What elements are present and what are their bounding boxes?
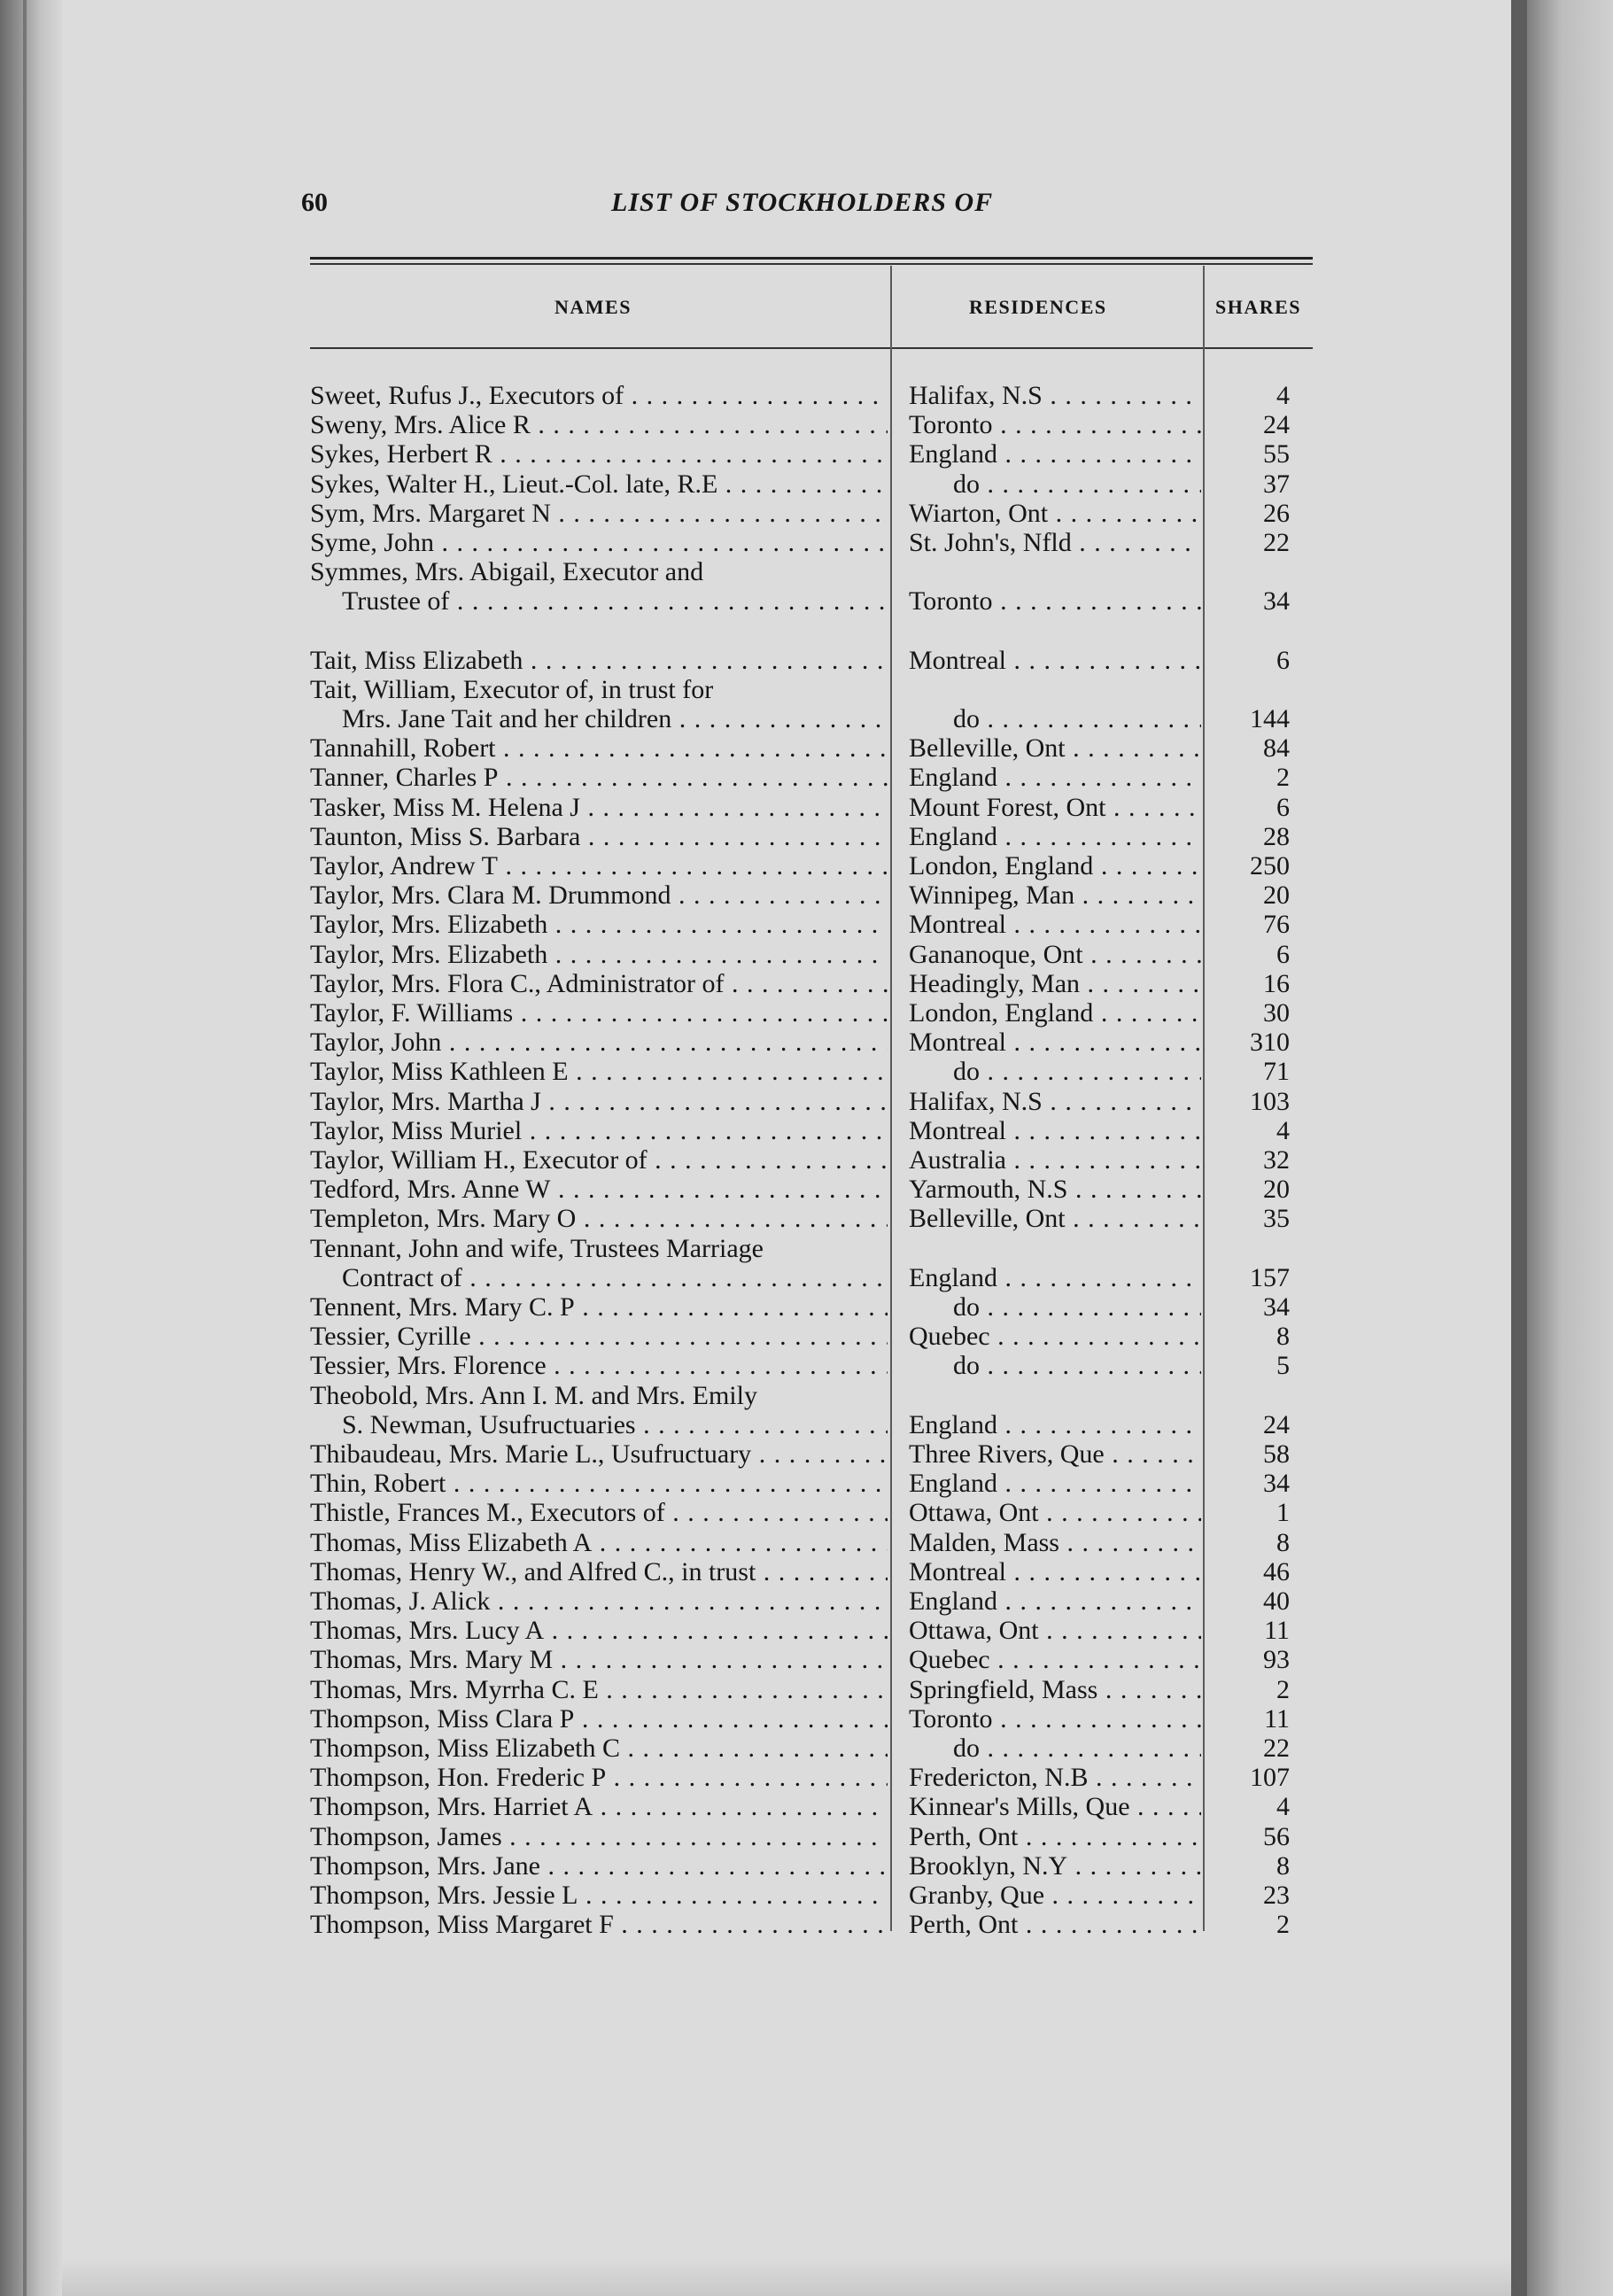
stockholder-name: Thomas, Henry W., and Alfred C., in trust . . . [310,1557,888,1586]
stockholder-residence: Ottawa, Ont . . . [909,1616,1201,1645]
stockholder-residence: Headingly, Man . . . [909,969,1201,998]
stockholder-residence: do . . . [909,1057,1201,1086]
stockholder-shares: 93 [1263,1645,1290,1674]
stockholder-name: Tessier, Mrs. Florence . . . [310,1351,888,1380]
stockholder-name: Templeton, Mrs. Mary O . . . [310,1204,888,1233]
stockholder-residence: Perth, Ont . . . [909,1822,1201,1851]
stockholder-name: Thomas, J. Alick . . . [310,1586,888,1616]
stockholder-residence: Mount Forest, Ont . . . [909,793,1201,822]
stockholder-shares: 32 [1263,1145,1290,1175]
stockholder-residence: England . . . [909,1263,1201,1292]
stockholder-shares: 40 [1263,1586,1290,1616]
stockholder-shares: 24 [1263,410,1290,439]
stockholder-name: Thomas, Mrs. Mary M . . . [310,1645,888,1674]
stockholder-name: Tennant, John and wife, Trustees Marriage [310,1234,764,1263]
stockholder-shares: 2 [1276,1675,1290,1704]
stockholder-shares: 107 [1250,1763,1290,1792]
stockholder-name: Tennent, Mrs. Mary C. P . . . [310,1292,888,1322]
stockholder-shares: 6 [1276,793,1290,822]
stockholder-residence: Montreal . . . [909,1116,1201,1145]
stockholder-name: Tait, William, Executor of, in trust for [310,675,714,704]
stockholder-residence: Wiarton, Ont . . . [909,499,1201,528]
stockholder-shares: 4 [1276,1792,1290,1821]
stockholder-shares: 4 [1276,1116,1290,1145]
page-edge-dark [1511,0,1527,2296]
stockholder-shares: 8 [1276,1322,1290,1351]
stockholder-shares: 84 [1263,733,1290,763]
stockholder-residence: do . . . [909,469,1201,499]
stockholder-residence: England . . . [909,1410,1201,1439]
stockholder-shares: 2 [1276,1910,1290,1939]
stockholder-name: Tasker, Miss M. Helena J . . . [310,793,888,822]
stockholder-name: Thin, Robert . . . [310,1469,888,1498]
stockholder-residence: Toronto . . . [909,410,1201,439]
stockholder-residence: Halifax, N.S . . . [909,1087,1201,1116]
stockholder-name: Sykes, Herbert R . . . [310,439,888,469]
stockholder-shares: 76 [1263,910,1290,939]
stockholder-residence: Toronto . . . [909,1704,1201,1734]
stockholder-residence: do . . . [909,704,1201,733]
stockholder-name: Sweny, Mrs. Alice R . . . [310,410,888,439]
stockholder-residence: Kinnear's Mills, Que . . . [909,1792,1201,1821]
stockholder-residence: Malden, Mass . . . [909,1528,1201,1557]
stockholder-shares: 20 [1263,880,1290,910]
stockholder-shares: 250 [1250,851,1290,880]
stockholder-residence: England . . . [909,763,1201,792]
stockholder-shares: 22 [1263,1734,1290,1763]
stockholder-name: Thompson, Miss Clara P . . . [310,1704,888,1734]
stockholder-shares: 71 [1263,1057,1290,1086]
stockholder-residence: Gananoque, Ont . . . [909,940,1201,969]
stockholder-name: Sweet, Rufus J., Executors of . . . [310,381,888,410]
stockholder-name: Thompson, Miss Margaret F . . . [310,1910,888,1939]
stockholder-shares: 24 [1263,1410,1290,1439]
binding-line [23,0,27,2296]
stockholder-name: Taylor, Mrs. Martha J . . . [310,1087,888,1116]
stockholder-name: Thomas, Mrs. Myrrha C. E . . . [310,1675,888,1704]
stockholder-shares: 46 [1263,1557,1290,1586]
page-number: 60 [301,188,328,217]
stockholder-name: Syme, John . . . [310,528,888,557]
stockholder-residence: St. John's, Nfld . . . [909,528,1201,557]
column-divider-residences [1203,266,1205,1931]
stockholder-shares: 58 [1263,1439,1290,1469]
stockholder-name: Taylor, Miss Muriel . . . [310,1116,888,1145]
stockholder-residence: Australia . . . [909,1145,1201,1175]
stockholder-residence: Three Rivers, Que . . . [909,1439,1201,1469]
header-rule-top [310,257,1313,260]
stockholder-residence: Belleville, Ont . . . [909,733,1201,763]
facing-page-edge [1527,0,1613,2296]
stockholder-name: Thompson, James . . . [310,1822,888,1851]
stockholder-residence: do . . . [909,1292,1201,1322]
stockholder-residence: Fredericton, N.B . . . [909,1763,1201,1792]
header-rule-bottom [310,347,1313,349]
stockholder-residence: Springfield, Mass . . . [909,1675,1201,1704]
stockholder-shares: 20 [1263,1175,1290,1204]
stockholder-shares: 5 [1276,1351,1290,1380]
stockholder-name: Taylor, Mrs. Elizabeth . . . [310,910,888,939]
stockholder-name: Taylor, Mrs. Clara M. Drummond . . . [310,880,888,910]
column-header-residences: RESIDENCES [969,296,1107,318]
stockholder-residence: Montreal . . . [909,910,1201,939]
stockholder-residence: Ottawa, Ont . . . [909,1498,1201,1527]
stockholder-residence: Belleville, Ont . . . [909,1204,1201,1233]
stockholder-name: Taylor, Mrs. Elizabeth . . . [310,940,888,969]
stockholder-residence: Granby, Que . . . [909,1881,1201,1910]
stockholder-shares: 2 [1276,763,1290,792]
stockholder-name: Tait, Miss Elizabeth . . . [310,646,888,675]
page-bottom-shadow [62,2259,1511,2296]
stockholder-residence: Quebec . . . [909,1645,1201,1674]
stockholder-name: Taylor, Mrs. Flora C., Administrator of . . . [310,969,888,998]
stockholder-shares: 55 [1263,439,1290,469]
stockholder-name: Sym, Mrs. Margaret N . . . [310,499,888,528]
stockholder-shares: 157 [1250,1263,1290,1292]
stockholder-shares: 16 [1263,969,1290,998]
stockholder-name: Tedford, Mrs. Anne W . . . [310,1175,888,1204]
header-rule-top-thin [310,263,1313,265]
stockholder-shares: 35 [1263,1204,1290,1233]
stockholder-shares: 11 [1264,1616,1290,1645]
stockholder-name: Thompson, Miss Elizabeth C . . . [310,1734,888,1763]
stockholder-shares: 22 [1263,528,1290,557]
stockholder-shares: 28 [1263,822,1290,851]
stockholder-residence: London, England . . . [909,998,1201,1028]
book-spine-shadow [0,0,62,2296]
stockholder-residence: London, England . . . [909,851,1201,880]
stockholder-shares: 144 [1250,704,1290,733]
stockholder-name: Thistle, Frances M., Executors of . . . [310,1498,888,1527]
stockholder-name: Tanner, Charles P . . . [310,763,888,792]
stockholder-residence: Winnipeg, Man . . . [909,880,1201,910]
stockholder-shares: 34 [1263,1469,1290,1498]
stockholder-residence: England . . . [909,822,1201,851]
stockholder-name: Thompson, Mrs. Harriet A . . . [310,1792,888,1821]
stockholder-shares: 8 [1276,1528,1290,1557]
stockholder-name: Thibaudeau, Mrs. Marie L., Usufructuary . . . [310,1439,888,1469]
stockholder-name: Taylor, Andrew T . . . [310,851,888,880]
stockholder-name: Thompson, Mrs. Jane . . . [310,1851,888,1881]
stockholder-residence: Yarmouth, N.S . . . [909,1175,1201,1204]
stockholder-residence: England . . . [909,439,1201,469]
stockholder-residence: Montreal . . . [909,646,1201,675]
stockholder-shares: 30 [1263,998,1290,1028]
stockholder-shares: 11 [1264,1704,1290,1734]
stockholder-shares: 310 [1250,1028,1290,1057]
stockholder-name: Contract of . . . [310,1263,888,1292]
stockholder-residence: do . . . [909,1734,1201,1763]
stockholder-name: S. Newman, Usufructuaries . . . [310,1410,888,1439]
stockholder-shares: 37 [1263,469,1290,499]
stockholder-shares: 103 [1250,1087,1290,1116]
stockholder-shares: 6 [1276,646,1290,675]
stockholder-residence: do . . . [909,1351,1201,1380]
stockholder-name: Symmes, Mrs. Abigail, Executor and [310,557,704,586]
stockholder-shares: 56 [1263,1822,1290,1851]
stockholder-name: Tannahill, Robert . . . [310,733,888,763]
stockholder-residence: Toronto . . . [909,586,1201,616]
stockholder-residence: Montreal . . . [909,1557,1201,1586]
stockholder-name: Taylor, F. Williams . . . [310,998,888,1028]
running-head: LIST OF STOCKHOLDERS OF [611,188,994,217]
stockholder-name: Theobold, Mrs. Ann I. M. and Mrs. Emily [310,1381,757,1410]
stockholder-shares: 8 [1276,1851,1290,1881]
stockholder-residence: Perth, Ont . . . [909,1910,1201,1939]
stockholder-shares: 34 [1263,1292,1290,1322]
stockholder-residence: Montreal . . . [909,1028,1201,1057]
stockholder-name: Sykes, Walter H., Lieut.-Col. late, R.E . . . [310,469,888,499]
stockholder-name: Taylor, John . . . [310,1028,888,1057]
stockholder-name: Thomas, Miss Elizabeth A . . . [310,1528,888,1557]
stockholder-name: Taylor, Miss Kathleen E . . . [310,1057,888,1086]
column-divider-names [890,266,892,1931]
stockholder-shares: 34 [1263,586,1290,616]
stockholder-residence: Brooklyn, N.Y . . . [909,1851,1201,1881]
stockholder-name: Thompson, Hon. Frederic P . . . [310,1763,888,1792]
stockholder-name: Mrs. Jane Tait and her children . . . [310,704,888,733]
column-header-names: NAMES [554,296,632,318]
stockholder-name: Thomas, Mrs. Lucy A . . . [310,1616,888,1645]
stockholder-shares: 23 [1263,1881,1290,1910]
stockholder-shares: 1 [1276,1498,1290,1527]
stockholder-residence: England . . . [909,1586,1201,1616]
stockholder-shares: 4 [1276,381,1290,410]
stockholder-name: Taylor, William H., Executor of . . . [310,1145,888,1175]
stockholder-residence: England . . . [909,1469,1201,1498]
column-header-shares: SHARES [1215,296,1302,318]
stockholder-name: Thompson, Mrs. Jessie L . . . [310,1881,888,1910]
stockholder-name: Tessier, Cyrille . . . [310,1322,888,1351]
stockholder-shares: 6 [1276,940,1290,969]
stockholder-name: Trustee of . . . [310,586,888,616]
stockholder-name: Taunton, Miss S. Barbara . . . [310,822,888,851]
stockholder-residence: Halifax, N.S . . . [909,381,1201,410]
stockholder-residence: Quebec . . . [909,1322,1201,1351]
stockholder-shares: 26 [1263,499,1290,528]
